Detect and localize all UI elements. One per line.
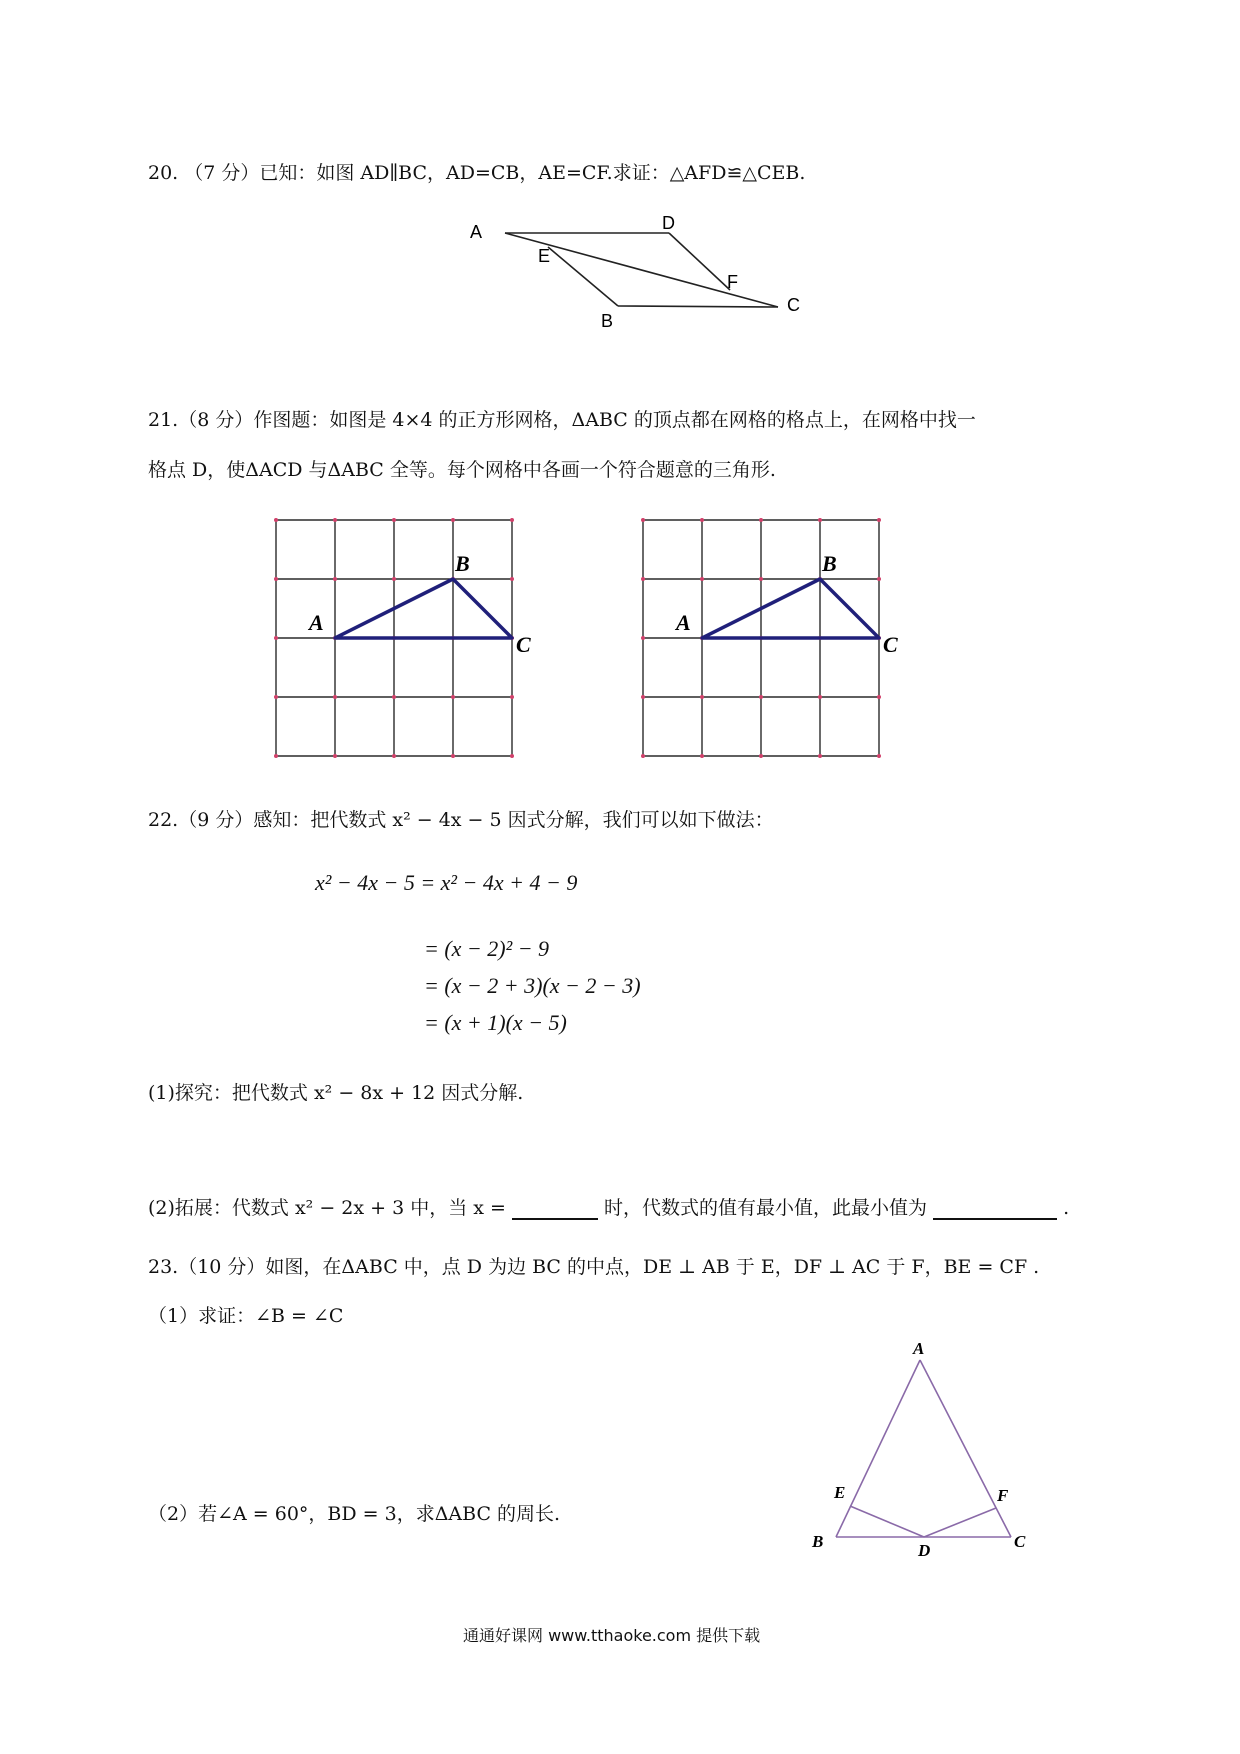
q22-eq1: x² − 4x − 5 = x² − 4x + 4 − 9 <box>315 870 578 895</box>
grid-label-a: A <box>676 610 691 635</box>
lattice-point[interactable] <box>759 518 763 522</box>
lattice-point[interactable] <box>274 636 278 640</box>
lattice-point[interactable] <box>392 577 396 581</box>
lattice-point[interactable] <box>818 754 822 758</box>
lattice-point[interactable] <box>392 754 396 758</box>
q20-label-b: B <box>601 311 614 331</box>
grid-label-c: C <box>883 632 898 657</box>
triangle-abc <box>335 579 512 638</box>
segment-df <box>669 233 730 290</box>
q20-label-d: D <box>662 213 675 233</box>
q22-eq3: = (x − 2 + 3)(x − 2 − 3) <box>424 973 641 998</box>
lattice-point[interactable] <box>877 695 881 699</box>
lattice-point[interactable] <box>510 518 514 522</box>
q21-grid-right <box>642 519 898 759</box>
lattice-point[interactable] <box>641 695 645 699</box>
q22-part2 <box>148 1196 1069 1220</box>
page-footer: 通通好课网 www.tthaoke.com 提供下载 <box>463 1626 761 1645</box>
grid-label-c: C <box>516 632 531 657</box>
q21-grid-left <box>275 519 531 759</box>
lattice-point[interactable] <box>510 577 514 581</box>
segment-de <box>850 1506 924 1537</box>
segment-be <box>548 247 618 306</box>
lattice-point[interactable] <box>641 518 645 522</box>
lattice-point[interactable] <box>451 518 455 522</box>
q20-text: 20. （7 分）已知：如图 AD∥BC，AD=CB，AE=CF.求证：△AFD≌△CEB. <box>148 162 806 184</box>
q23-text: 23.（10 分）如图，在ΔABC 中，点 D 为边 BC 的中点，DE ⊥ AB 于 E，DF ⊥ AC 于 F，BE = CF . <box>148 1256 1040 1278</box>
q23-label-f: F <box>997 1486 1009 1505</box>
lattice-point[interactable] <box>274 518 278 522</box>
lattice-point[interactable] <box>877 754 881 758</box>
q23-part2: （2）若∠A = 60°，BD = 3，求ΔABC 的周长. <box>148 1503 561 1525</box>
lattice-point[interactable] <box>877 577 881 581</box>
q22-part2-b: 时，代数式的值有最小值，此最小值为 <box>604 1197 928 1219</box>
q20-label-f: F <box>727 272 738 292</box>
q23-label-a: A <box>913 1339 925 1358</box>
lattice-point[interactable] <box>451 695 455 699</box>
q20-label-e: E <box>538 246 551 266</box>
lattice-point[interactable] <box>877 518 881 522</box>
segment-bc <box>618 306 778 307</box>
q22-part1: (1)探究：把代数式 x² − 8x + 12 因式分解. <box>148 1082 524 1104</box>
lattice-point[interactable] <box>700 518 704 522</box>
q22-eq4: = (x + 1)(x − 5) <box>424 1010 567 1035</box>
q23-label-c: C <box>1014 1532 1026 1551</box>
q23-label-b: B <box>812 1532 824 1551</box>
lattice-point[interactable] <box>700 754 704 758</box>
q20-label-c: C <box>787 295 800 315</box>
side-ab <box>836 1360 920 1537</box>
lattice-point[interactable] <box>451 754 455 758</box>
lattice-point[interactable] <box>392 695 396 699</box>
grid-label-b: B <box>822 551 837 576</box>
grid-label-a: A <box>309 610 324 635</box>
triangle-abc <box>702 579 879 638</box>
lattice-point[interactable] <box>759 695 763 699</box>
lattice-point[interactable] <box>700 695 704 699</box>
q23-part1: （1）求证：∠B = ∠C <box>148 1305 344 1327</box>
lattice-point[interactable] <box>333 577 337 581</box>
lattice-point[interactable] <box>274 754 278 758</box>
lattice-point[interactable] <box>641 636 645 640</box>
q23-label-d: D <box>918 1541 931 1560</box>
lattice-point[interactable] <box>392 518 396 522</box>
lattice-point[interactable] <box>818 518 822 522</box>
lattice-point[interactable] <box>333 754 337 758</box>
grid-label-b: B <box>455 551 470 576</box>
lattice-point[interactable] <box>510 695 514 699</box>
answer-blank-min-value[interactable] <box>933 1198 1057 1220</box>
q22-part2-a: (2)拓展：代数式 x² − 2x + 3 中，当 x = <box>148 1197 506 1219</box>
lattice-point[interactable] <box>818 695 822 699</box>
lattice-point[interactable] <box>274 577 278 581</box>
answer-blank-x[interactable] <box>512 1198 598 1220</box>
q21-line2: 格点 D，使ΔACD 与ΔABC 全等。每个网格中各画一个符合题意的三角形. <box>148 459 776 481</box>
q22-eq2: = (x − 2)² − 9 <box>424 936 550 961</box>
segment-df <box>924 1508 996 1537</box>
q22-part2-end: . <box>1063 1197 1070 1219</box>
segment-ac <box>505 233 778 307</box>
q21-line1: 21.（8 分）作图题：如图是 4×4 的正方形网格，ΔABC 的顶点都在网格的格点上，在网格中找一 <box>148 409 976 431</box>
lattice-point[interactable] <box>333 695 337 699</box>
lattice-point[interactable] <box>759 577 763 581</box>
lattice-point[interactable] <box>641 577 645 581</box>
lattice-point[interactable] <box>274 695 278 699</box>
lattice-point[interactable] <box>759 754 763 758</box>
side-ac <box>920 1360 1011 1537</box>
lattice-point[interactable] <box>700 577 704 581</box>
q20-label-a: A <box>470 222 483 242</box>
lattice-point[interactable] <box>510 754 514 758</box>
lattice-point[interactable] <box>641 754 645 758</box>
q23-label-e: E <box>834 1483 846 1502</box>
q22-intro: 22.（9 分）感知：把代数式 x² − 4x − 5 因式分解，我们可以如下做法： <box>148 809 774 831</box>
lattice-point[interactable] <box>333 518 337 522</box>
